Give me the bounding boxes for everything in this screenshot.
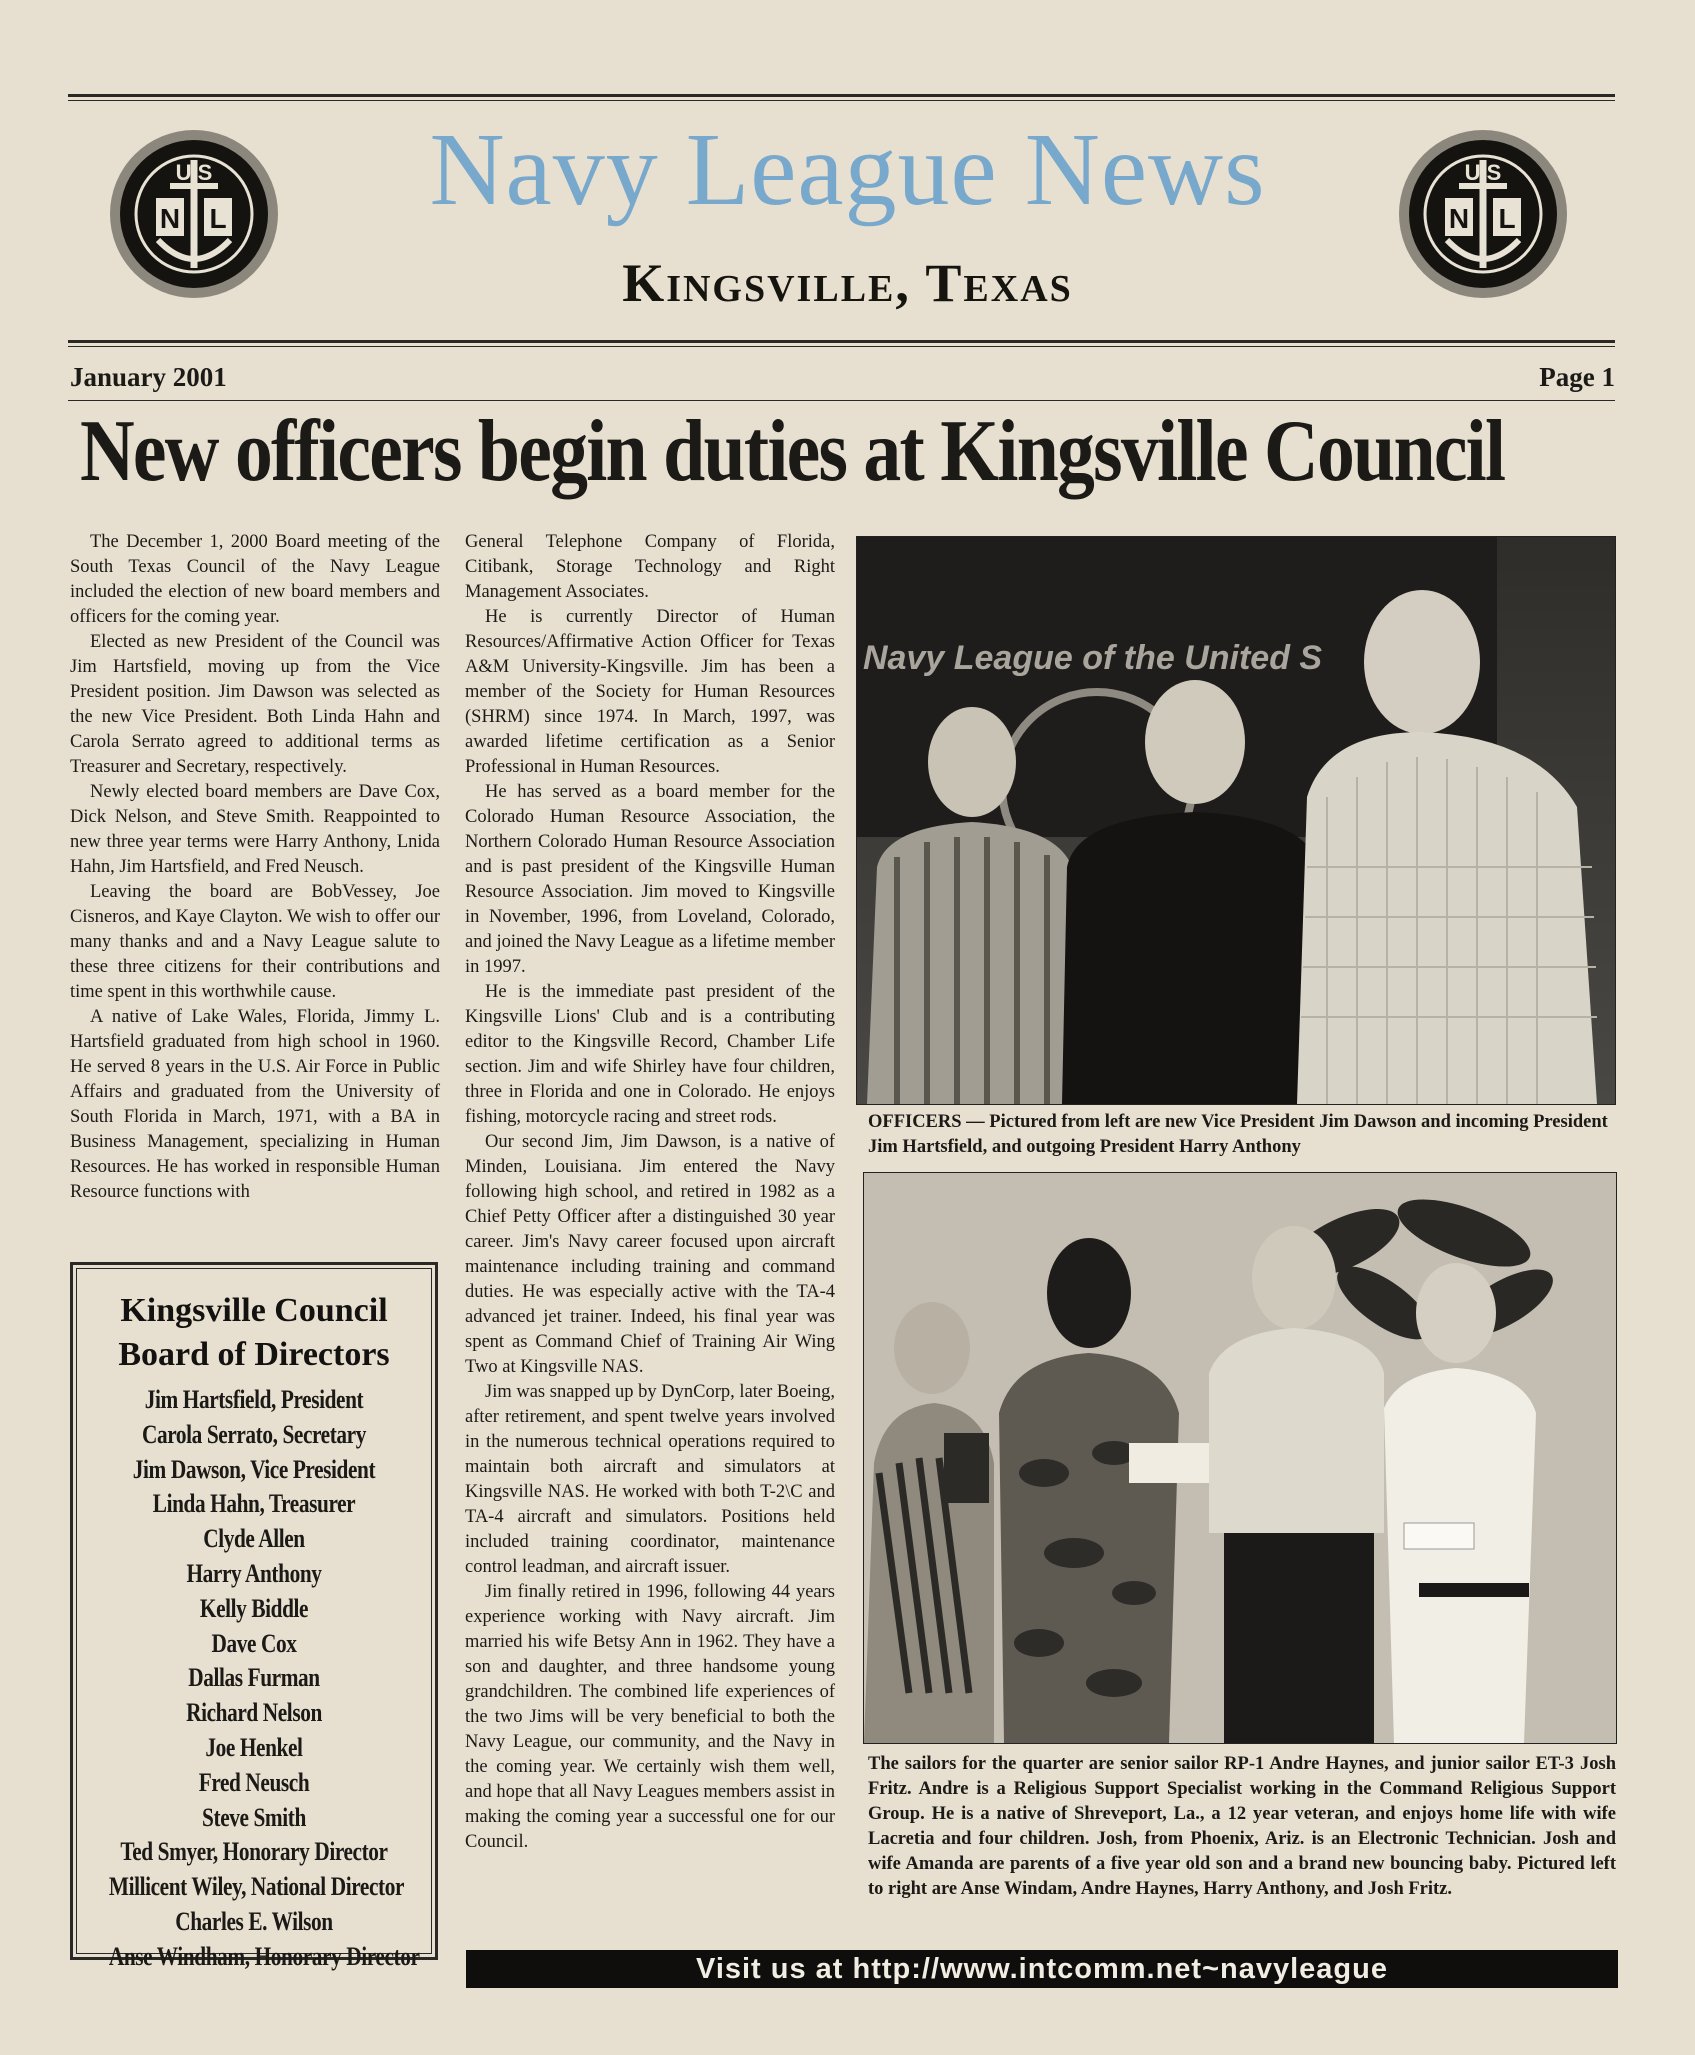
headline: New officers begin duties at Kingsville Council xyxy=(80,403,1505,500)
board-member-list xyxy=(77,1383,431,1975)
board-member: Fred Neusch xyxy=(198,1767,310,1797)
board-member: Dallas Furman xyxy=(188,1663,320,1693)
board-title-line2: Board of Directors xyxy=(118,1336,390,1373)
board-member: Kelly Biddle xyxy=(199,1593,309,1623)
officers-photo-caption: OFFICERS — Pictured from left are new Vice President Jim Dawson and incoming President Jim Hartsfield, and outgoing President Harry Anthony xyxy=(868,1112,1608,1157)
emblem-letter-n: N xyxy=(159,203,181,234)
board-member: Jim Dawson, Vice President xyxy=(132,1454,376,1484)
article-paragraph: Elected as new President of the Council was Jim Hartsfield, moving up from the Vice President position. Jim Dawson was selected as the new Vice President. Both Linda Hahn and Carola Serrato agreed to additional terms as Treasurer and Secretary, respectively. xyxy=(70,632,440,777)
dateline-rule xyxy=(68,400,1615,401)
sailors-photo xyxy=(863,1172,1617,1744)
article-paragraph: He has served as a board member for the Colorado Human Resource Association, the Northern Colorado Human Resource Association and is past president of the Kingsville Human Resource Association. Jim moved to Kingsville in November, 1996, from Loveland, Colorado, and joined the Navy League as a lifetime member in 1997. xyxy=(465,782,835,977)
article-paragraph: The December 1, 2000 Board meeting of the South Texas Council of the Navy League included the election of new board members and officers for the coming year. xyxy=(70,532,440,627)
website-banner[interactable]: Visit us at http://www.intcomm.net~navyleague xyxy=(466,1950,1618,1988)
emblem-letter-l: L xyxy=(209,203,227,234)
article-paragraph: He is the immediate past president of the Kingsville Lions' Club and is a contributing editor to the Kingsville Record, Chamber Life section. Jim and wife Shirley have four children, three in Florida and one in Colorado. He enjoys fishing, motorcycle racing and street rods. xyxy=(465,982,835,1127)
board-member: Charles E. Wilson xyxy=(175,1906,333,1936)
article-column-2 xyxy=(465,530,835,1855)
board-of-directors-box xyxy=(70,1262,438,1971)
board-member: Linda Hahn, Treasurer xyxy=(152,1489,356,1519)
article-paragraph: Our second Jim, Jim Dawson, is a native of Minden, Louisiana. Jim entered the Navy following high school, and retired in 1982 as a Chief Petty Officer after a distinguished 30 year career. Jim's Navy career focused upon aircraft maintenance including training and command duties. He was especially active with the TA-4 advanced jet trainer. Indeed, his final year was spent as Command Chief of Training Air Wing Two at Kingsville NAS. xyxy=(465,1132,835,1377)
officers-photo xyxy=(856,536,1616,1105)
article-paragraph: He is currently Director of Human Resources/Affirmative Action Officer for Texas A&M University-Kingsville. Jim has been a member of the Society for Human Resources (SHRM) since 1974. In March, 1997, was awarded lifetime certification as a Senior Professional in Human Resources. xyxy=(465,607,835,777)
sailors-photo-image xyxy=(864,1173,1616,1743)
board-member: Carola Serrato, Secretary xyxy=(141,1419,366,1449)
board-member: Steve Smith xyxy=(202,1802,306,1832)
emblem-letter-n: N xyxy=(1448,203,1470,234)
emblem-us: U.S xyxy=(175,160,213,185)
emblem-letter-l: L xyxy=(1498,203,1516,234)
article-paragraph: General Telephone Company of Florida, Citibank, Storage Technology and Right Management Associates. xyxy=(465,532,835,602)
board-title-line1: Kingsville Council xyxy=(120,1292,388,1329)
emblem-us: U.S xyxy=(1464,160,1502,185)
top-rule-thick xyxy=(68,94,1615,97)
issue-date: January 2001 xyxy=(70,362,227,392)
article-paragraph: Jim finally retired in 1996, following 44 years experience working with Navy aircraft. Jim married his wife Betsy Ann in 1962. They have a son and daughter, and three handsome young grandchildren. The combined life experiences of the two Jims will be very beneficial to both the Navy League, our community, and the Navy in the coming year. We certainly wish them well, and hope that all Navy Leagues members assist in making the coming year a successful one for our Council. xyxy=(465,1582,835,1852)
page-number: Page 1 xyxy=(1539,362,1615,392)
board-member: Harry Anthony xyxy=(186,1558,322,1588)
officers-photo-image xyxy=(857,537,1615,1104)
mast-rule-thin xyxy=(68,346,1615,347)
top-rule-thin xyxy=(68,100,1615,101)
board-member: Clyde Allen xyxy=(203,1524,305,1554)
masthead-title: Navy League News xyxy=(429,112,1266,227)
board-member: Millicent Wiley, National Director xyxy=(108,1872,405,1902)
board-member: Joe Henkel xyxy=(205,1732,303,1762)
article-paragraph: Leaving the board are BobVessey, Joe Cisneros, and Kaye Clayton. We wish to offer our many thanks and and a Navy League salute to these three citizens for their contributions and time spent in this worthwhile cause. xyxy=(70,882,440,1002)
board-member: Richard Nelson xyxy=(186,1698,322,1728)
board-member: Dave Cox xyxy=(211,1628,297,1658)
article-column-1 xyxy=(70,530,440,1205)
article-paragraph: Jim was snapped up by DynCorp, later Boeing, after retirement, and spent twelve years involved in the numerous technical operations required to maintain both aircraft and simulators at Kingsville NAS. He worked with both T-2\C and TA-4 aircraft and simulators. Positions held included training coordinator, maintenance control leadman, and aircraft issuer. xyxy=(465,1382,835,1577)
board-member: Anse Windham, Honorary Director xyxy=(108,1941,420,1971)
sailors-photo-caption: The sailors for the quarter are senior sailor RP-1 Andre Haynes, and junior sailor ET-3 Josh Fritz. Andre is a Religious Support Specialist working in the Command Religious Support Group. He is a native of Shreveport, La., a 12 year veteran, and enjoys home life with wife Lacretia and four children. Josh, from Phoenix, Ariz. is an Electronic Technician. Josh and wife Amanda are parents of a five year old son and a brand new bouncing baby. Pictured left to right are Anse Windam, Andre Haynes, Harry Anthony, and Josh Fritz. xyxy=(868,1754,1616,1899)
article-paragraph: Newly elected board members are Dave Cox, Dick Nelson, and Steve Smith. Reappointed to new three year terms were Harry Anthony, Lnida Hahn, Jim Hartsfield, and Fred Neusch. xyxy=(70,782,440,877)
board-member: Jim Hartsfield, President xyxy=(144,1385,364,1414)
photo-banner-text: Navy League of the United S xyxy=(863,639,1323,677)
masthead-subtitle: Kingsville, Texas xyxy=(622,253,1073,313)
board-member: Ted Smyer, Honorary Director xyxy=(120,1837,388,1867)
article-paragraph: A native of Lake Wales, Florida, Jimmy L. Hartsfield graduated from high school in 1960. He served 8 years in the U.S. Air Force in Public Affairs and graduated from the University of South Florida in March, 1971, with a BA in Business Management, specializing in Human Resources. He has worked in responsible Human Resource functions with xyxy=(70,1007,440,1202)
mast-rule-thick xyxy=(68,340,1615,343)
